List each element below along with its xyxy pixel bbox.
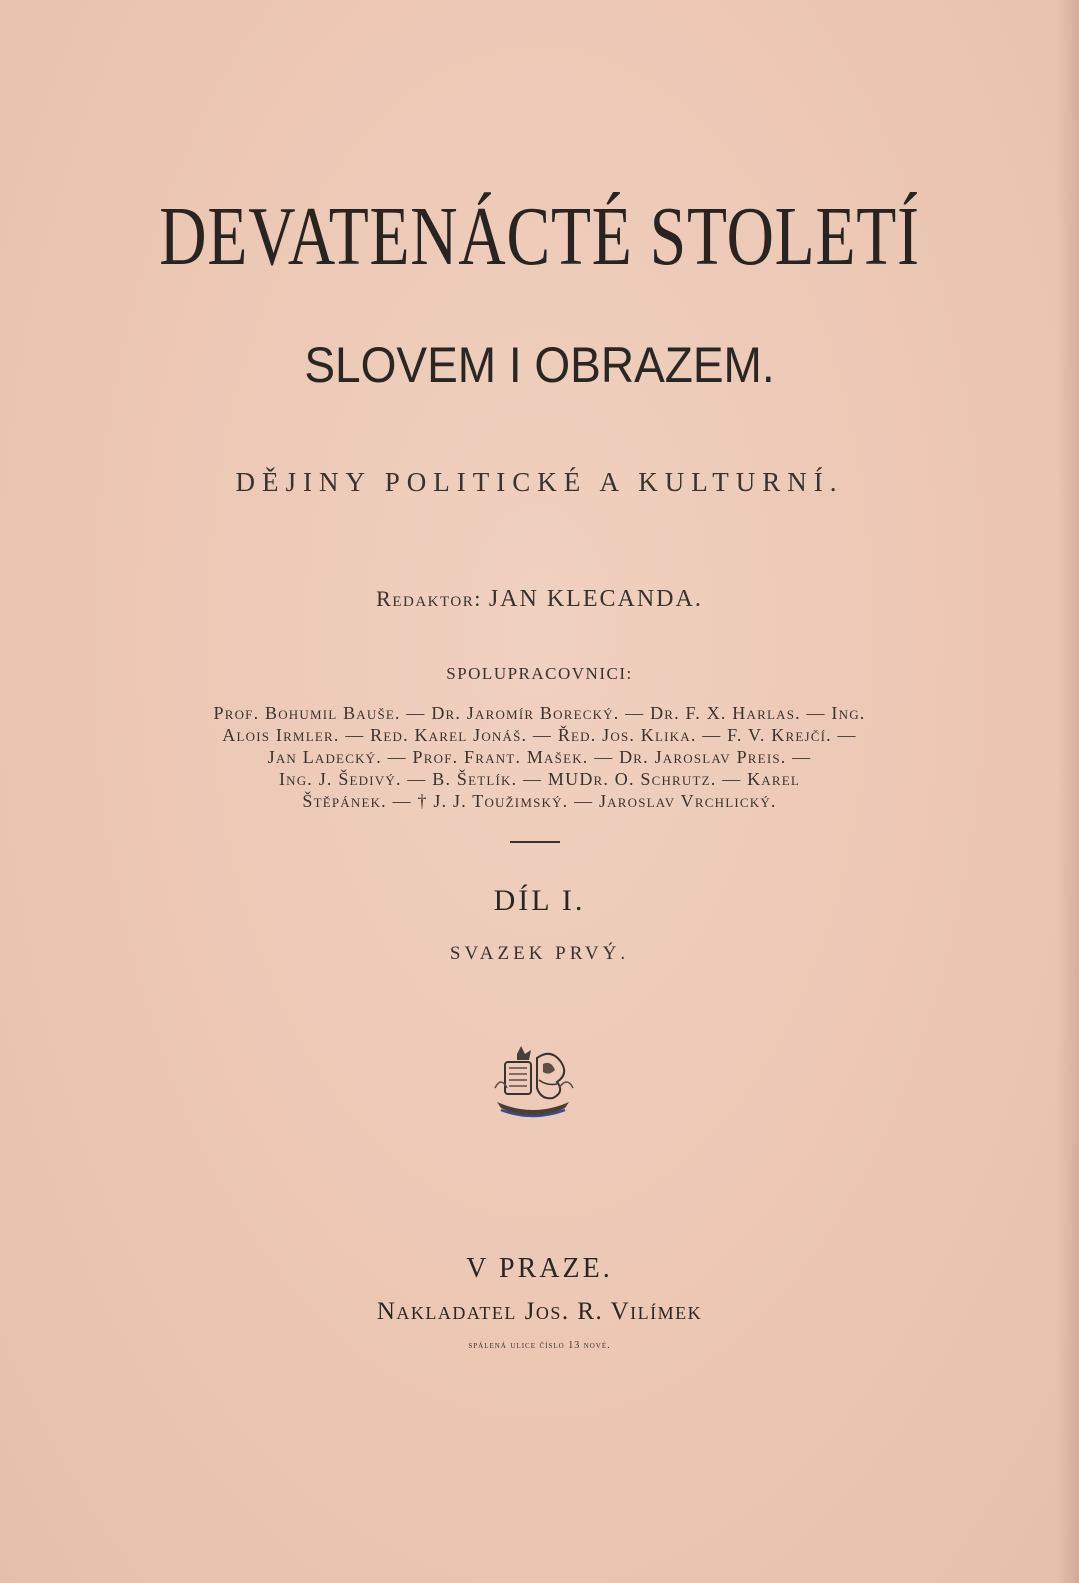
editor-line [0, 586, 1079, 613]
volume-number: SVAZEK PRVÝ. [449, 943, 630, 964]
collaborators-line: Alois Irmler. — Red. Karel Jonáš. — Řed. Jos. Klika. — F. V. Krejčí. — [222, 725, 857, 745]
part-number: DÍL I. [493, 884, 586, 917]
collaborators-line: Štěpánek. — † J. J. Toužimský. — Jaroslav Vrchlický. [302, 791, 777, 811]
book-title: DEVATENÁCTÉ STOLETÍ [159, 190, 920, 283]
editor-name: JAN KLECANDA. [488, 586, 703, 612]
collaborators-heading: SPOLUPRACOVNICI: [446, 664, 633, 683]
imprint-city: V PRAZE. [466, 1253, 613, 1284]
collaborators-list [0, 702, 1079, 812]
book-tagline: DĚJINY POLITICKÉ A KULTURNÍ. [235, 467, 844, 497]
editor-label: Redaktor: [376, 586, 482, 611]
book-subtitle: SLOVEM I OBRAZEM. [304, 337, 775, 393]
collaborators-line: Ing. J. Šedivý. — B. Šetlík. — MUDr. O. Schrutz. — Karel [278, 769, 801, 789]
imprint-address: spálená ulice číslo 13 nové. [468, 1340, 611, 1351]
divider-rule [510, 841, 560, 843]
imprint-publisher: Nakladatel Jos. R. Vilímek [376, 1298, 703, 1325]
collaborators-line: Prof. Bohumil Bauše. — Dr. Jaromír Borecký. — Dr. F. X. Harlas. — Ing. [213, 703, 866, 723]
collaborators-line: Jan Ladecký. — Prof. Frant. Mašek. — Dr. Jaroslav Preis. — [267, 747, 812, 767]
publisher-emblem-icon [487, 1040, 579, 1122]
